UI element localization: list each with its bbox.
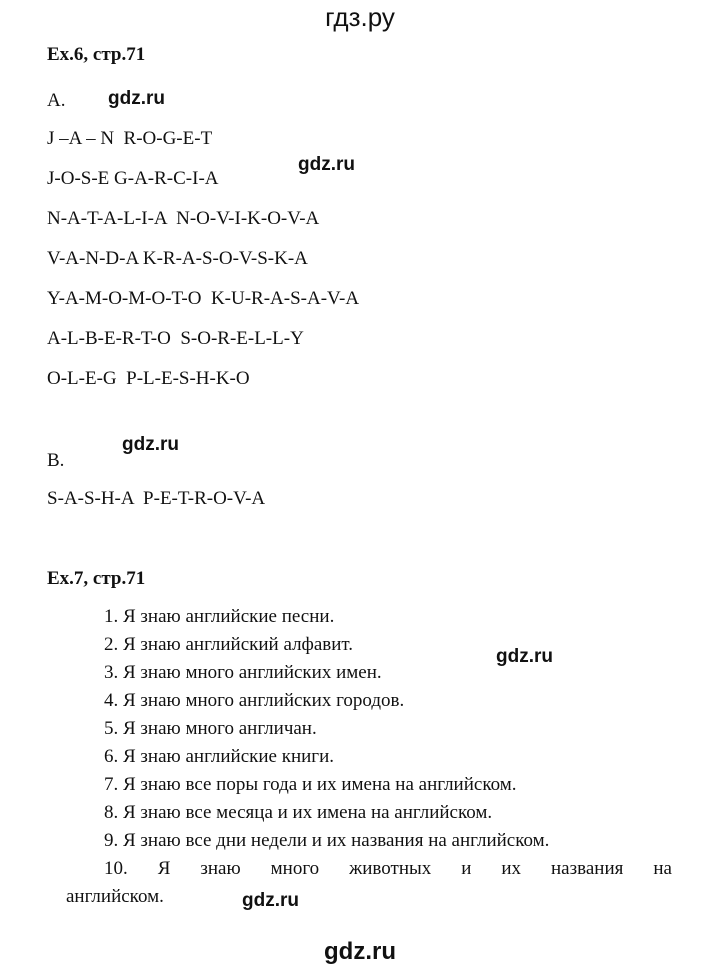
watermark-top: гдз.ру <box>325 2 395 32</box>
list-item-10-word: 10. <box>104 858 128 879</box>
list-item-10-word: на <box>653 858 672 879</box>
list-item: 3. Я знаю много английских имен. <box>104 662 382 683</box>
list-item-10-words <box>104 858 672 880</box>
watermark: gdz.ru <box>108 88 165 109</box>
list-item-10-word: их <box>501 858 522 879</box>
name-line: A-L-B-E-R-T-O S-O-R-E-L-L-Y <box>47 328 304 349</box>
watermark-bottom: gdz.ru <box>324 938 396 965</box>
list-item-10-word: названия <box>551 858 624 879</box>
list-item-10-word: животных <box>349 858 432 879</box>
list-item-10-word: знаю <box>200 858 241 879</box>
list-item-10-continuation: английском. <box>66 886 164 907</box>
ex6-part-a-label: A. <box>47 90 66 111</box>
list-item: 2. Я знаю английский алфавит. <box>104 634 354 655</box>
list-item: 6. Я знаю английские книги. <box>104 746 335 767</box>
name-line: V-A-N-D-A K-R-A-S-O-V-S-K-A <box>47 248 308 269</box>
watermark: gdz.ru <box>496 646 553 667</box>
ex6-part-b-label: B. <box>47 450 65 471</box>
ex6-heading: Ex.6, стр.71 <box>47 44 146 65</box>
list-item: 1. Я знаю английские песни. <box>104 606 335 627</box>
list-item: 5. Я знаю много англичан. <box>104 718 317 739</box>
list-item: 4. Я знаю много английских городов. <box>104 690 405 711</box>
list-item: 8. Я знаю все месяца и их имена на английском. <box>104 802 493 823</box>
ex7-heading: Ex.7, стр.71 <box>47 568 146 589</box>
list-item-10-word: много <box>270 858 320 879</box>
watermark: gdz.ru <box>122 434 179 455</box>
list-item: 7. Я знаю все поры года и их имена на английском. <box>104 774 517 795</box>
name-line: J –A – N R-O-G-E-T <box>47 128 213 149</box>
name-line: S-A-S-H-A P-E-T-R-O-V-A <box>47 488 266 509</box>
watermark: gdz.ru <box>298 154 355 175</box>
list-item-10-word: Я <box>157 858 171 879</box>
watermark: gdz.ru <box>242 890 299 911</box>
list-item-10-word: и <box>461 858 472 879</box>
name-line: O-L-E-G P-L-E-S-H-K-O <box>47 368 250 389</box>
name-line: Y-A-M-O-M-O-T-O K-U-R-A-S-A-V-A <box>47 288 360 309</box>
name-line: J-O-S-E G-A-R-C-I-A <box>47 168 219 189</box>
list-item: 9. Я знаю все дни недели и их названия на английском. <box>104 830 550 851</box>
list-item-10 <box>104 858 672 880</box>
name-line: N-A-T-A-L-I-A N-O-V-I-K-O-V-A <box>47 208 320 229</box>
